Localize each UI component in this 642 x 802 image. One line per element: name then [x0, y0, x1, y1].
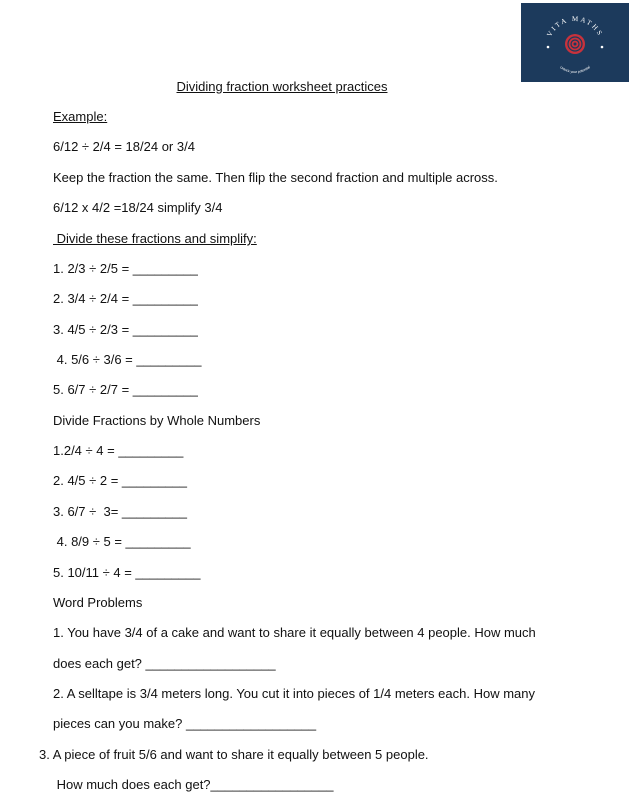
word-problem-line: 3. A piece of fruit 5/6 and want to share it equally between 5 people. — [39, 747, 429, 762]
problem-item: 5. 10/11 ÷ 4 = _________ — [53, 565, 201, 580]
word-problem-line: pieces can you make? __________________ — [53, 716, 317, 731]
problem-item: 5. 6/7 ÷ 2/7 = _________ — [53, 382, 198, 397]
problem-item: 2. 4/5 ÷ 2 = _________ — [53, 473, 187, 488]
problem-item: 2. 3/4 ÷ 2/4 = _________ — [53, 291, 198, 306]
logo-emblem-icon — [565, 34, 585, 54]
page-title: Dividing fraction worksheet practices — [176, 79, 388, 94]
word-problem-line: 2. A selltape is 3/4 meters long. You cut it into pieces of 1/4 meters each. How many — [53, 686, 535, 701]
problem-item: 3. 4/5 ÷ 2/3 = _________ — [53, 322, 198, 337]
logo-text: VITA MATHS — [545, 14, 605, 39]
word-problem-line: does each get? __________________ — [53, 656, 276, 671]
example-line: 6/12 x 4/2 =18/24 simplify 3/4 — [53, 200, 223, 215]
logo-tagline: Unlock your potential — [559, 65, 591, 75]
logo — [521, 3, 629, 82]
problem-item: 3. 6/7 ÷ 3= _________ — [53, 504, 187, 519]
example-line: 6/12 ÷ 2/4 = 18/24 or 3/4 — [53, 139, 195, 154]
word-problem-line: How much does each get?_________________ — [53, 777, 334, 792]
section-heading: Divide these fractions and simplify: — [53, 231, 257, 246]
svg-text:Unlock your potential — [559, 65, 591, 74]
word-problem-line: 1. You have 3/4 of a cake and want to share it equally between 4 people. How much — [53, 625, 536, 640]
problem-item: 4. 5/6 ÷ 3/6 = _________ — [53, 352, 202, 367]
section-heading: Divide Fractions by Whole Numbers — [53, 413, 261, 428]
example-instruction: Keep the fraction the same. Then flip the second fraction and multiple across. — [53, 170, 498, 185]
example-heading: Example: — [53, 109, 108, 124]
section-heading: Word Problems — [53, 595, 143, 610]
problem-item: 1.2/4 ÷ 4 = _________ — [53, 443, 184, 458]
problem-item: 4. 8/9 ÷ 5 = _________ — [53, 534, 191, 549]
problem-item: 1. 2/3 ÷ 2/5 = _________ — [53, 261, 198, 276]
